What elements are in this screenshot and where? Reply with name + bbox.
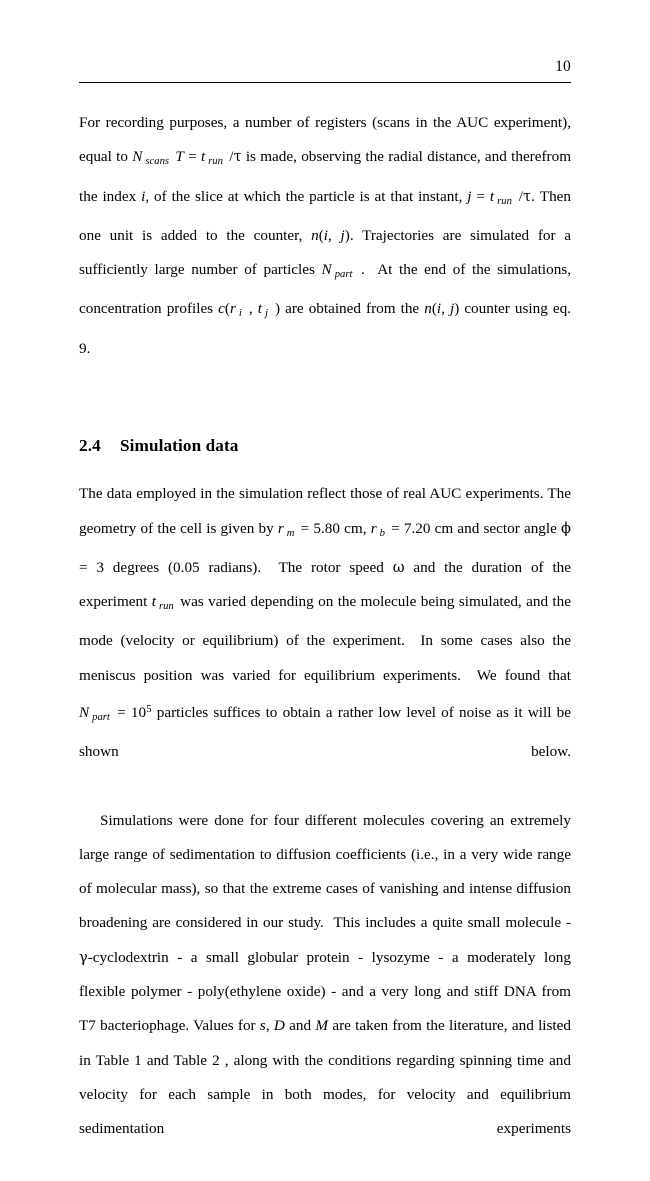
math-symbol-tau-2: τ [523,187,532,205]
math-var-T: T [175,148,184,166]
section-number: 2.4 [79,436,101,456]
math-var-N-part: N $_{part}$ [321,261,353,281]
math-symbol-phi: ϕ [561,519,571,537]
header-rule [79,82,571,83]
math-symbol-tau: τ [233,148,242,166]
math-expr-n-counter: n(i, j) [424,300,460,318]
body-text [79,106,571,1181]
paragraph-registers: For recording purposes, a number of registers (scans in the AUC experiment), equal to N $_{scans}$ T = t $_{run}$ /τ is made, observing the radial distance, and therefrom the index i, of the slice at which the particle is at that instant, j = t $_{run}$ /τ. Then one unit is added to the counter, n(i, j). Trajectories are simulated for a sufficiently large number of particles N $_{part}$ . At the end of the simulations, concentration profiles c(r $_i$ , t $_j$ ) are obtained from the n(i, j) counter using eq. 9. [79,114,572,357]
page-content-column [79,57,571,1181]
math-var-M: M [315,1017,329,1035]
paragraph-simulation-data: The data employed in the simulation reflect those of real AUC experiments. The geometry of the cell is given by r $_m$ = 5.80 cm, r $_b$ = 7.20 cm and sector angle ϕ = 3 degrees (0.05 radians). The rotor speed ω and the duration of the experiment t $_{run}$ was varied depending on the molecule being simulated, and the mode (velocity or equilibrium) of the experiment. In some cases also the meniscus position was varied for equilibrium experiments. We found that N $_{part} = 10^5$ particles suffices to obtain a rather low level of noise as it will be shown below. [79,485,571,760]
math-var-j: j [467,187,472,205]
math-expr-r-m: r $_m$ = 5.80 cm [277,519,363,539]
math-expr-n-part-value: N $_{part} = 10^5$ [79,703,152,723]
section-heading [79,435,571,457]
molecule-gamma-cyclodextrin: γ-cyclodextrin [79,948,169,966]
math-var-s: s [259,1017,266,1035]
math-var-D: D [273,1017,285,1035]
math-expr-n-i-j: n(i, j) [311,226,350,244]
math-var-N-scans: N $_{scans}$ [132,148,170,168]
math-symbol-omega: ω [392,558,405,576]
paragraph-molecules: Simulations were done for four different molecules covering an extremely large range of sedimentation to diffusion coefficients (i.e., in a very wide range of molecular mass), so that the extreme cases of vanishing and intense diffusion broadening are considered in our study. This includes a quite small molecule - γ-cyclodextrin - a small globular protein - lysozyme - a moderately long flexible polymer - poly(ethylene oxide) - and a very long and stiff DNA from T7 bacteriophage. Values for s, D and M are taken from the literature, and listed in Table 1 and Table 2 , along with the conditions regarding spinning time and velocity for each sample in both modes, for velocity and equilibrium sedimentation experiments [79,811,571,1138]
math-var-t-run: t $_{run}$ [200,148,223,168]
page-header [79,57,571,89]
table-reference-2: Table 2 [173,1051,220,1069]
spacer-above-heading [79,400,571,435]
math-var-i: i [141,187,146,205]
page-number: 10 [555,58,571,75]
spacer-below-heading [79,457,571,477]
math-expr-r-b: r $_b$ = 7.20 cm [370,519,454,539]
section-title: Simulation data [120,436,239,456]
math-expr-c-r-t: c(r $_i$ , t $_j$ ) [218,300,281,320]
table-reference-1: Table 1 [95,1051,142,1069]
math-var-t-run-3: t $_{run}$ [151,593,174,613]
math-var-t-run-2: t $_{run}$ [489,187,512,207]
